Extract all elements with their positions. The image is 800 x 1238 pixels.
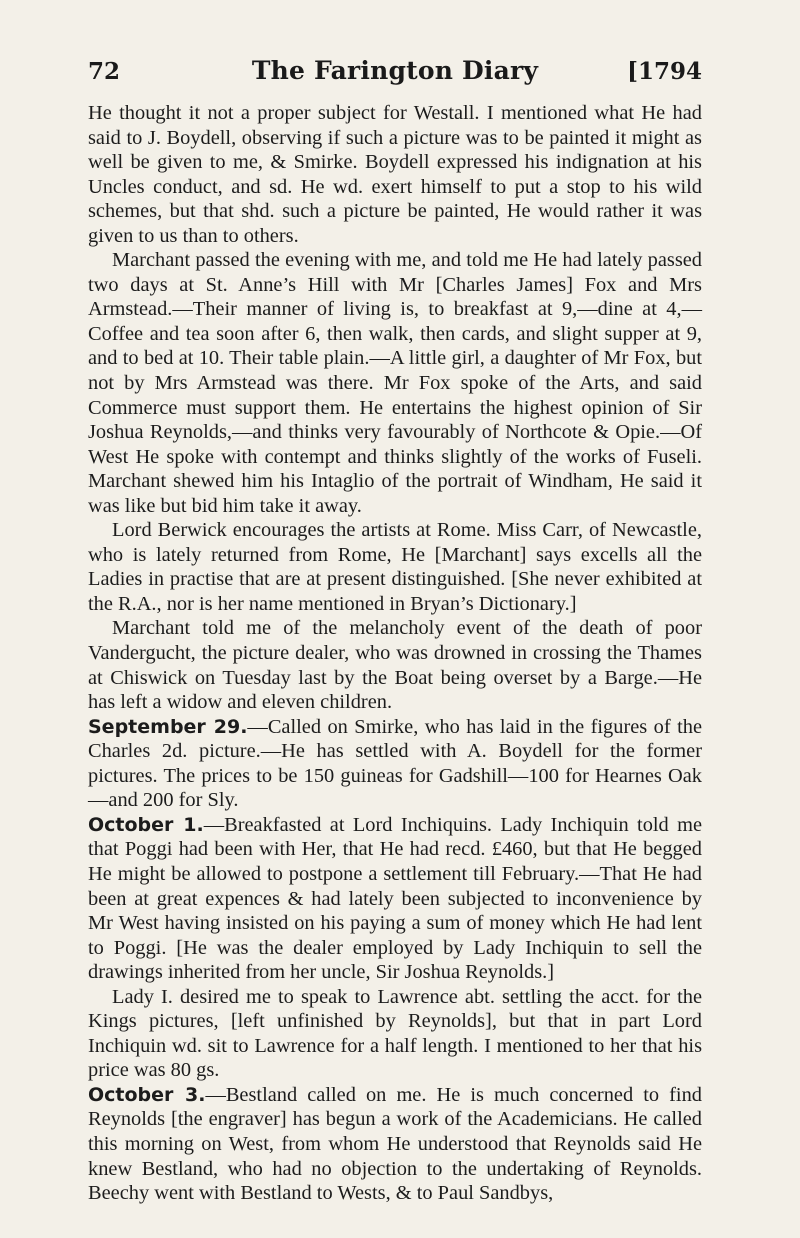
paragraph-continuation [88,101,702,248]
page-number: 72 [88,58,121,85]
entry-text: —Called on Smirke, who has laid in the figures of the Charles 2d. picture.—He has settled with A. Boydell for the former pictures. The prices to be 150 guineas for Gadshill—100 for Hearnes Oak—and 200 for Sly. [88,715,702,812]
header-year: [1794 [627,58,702,85]
entry-date: October 1. [88,813,204,836]
diary-entry-oct-1 [88,813,702,985]
diary-entry-sept-29 [88,715,702,813]
paragraph [88,985,702,1083]
entry-text: —Bestland called on me. He is much concerned to find Reynolds [the engraver] has begun a work of the Academicians. He called this morning on West, from whom He understood that Reynolds said He knew Bestland, who had no objection to the undertaking of Reynolds. Beechy went with Bestland to Wests, & to Paul Sandbys, [88,1083,702,1205]
diary-text [88,101,702,1206]
paragraph [88,616,702,714]
paragraph [88,248,702,518]
entry-date: September 29. [88,715,248,738]
running-header [88,52,702,92]
entry-text: —Breakfasted at Lord Inchiquins. Lady Inchiquin told me that Poggi had been with Her, that He had recd. £460, but that He begged He might be allowed to postpone a settlement till February.—That He had been at great expences & had lately been subjected to inconvenience by Mr West having insisted on his paying a sum of money which He had lent to Poggi. [He was the dealer employed by Lady Inchiquin to sell the drawings inherited from her uncle, Sir Joshua Reynolds.] [88,813,702,984]
paragraph-text: Lord Berwick encourages the artists at Rome. Miss Carr, of Newcastle, who is lately returned from Rome, He [Marchant] says excells all the Ladies in practise that are at present distinguished. [She never exhibited at the R.A., nor is her name mentioned in Bryan’s Dictionary.] [88,519,702,615]
running-title: The Farington Diary [251,56,539,85]
entry-date: October 3. [88,1083,206,1106]
paragraph-text: Marchant told me of the melancholy event of the death of poor Vandergucht, the picture dealer, who was drowned in crossing the Thames at Chiswick on Tuesday last by the Boat being overset by a Barge.—He has left a widow and eleven children. [88,617,702,714]
diary-entry-oct-3 [88,1083,702,1206]
paragraph-text: Marchant passed the evening with me, and told me He had lately passed two days at St. Anne’s Hill with Mr [Charles James] Fox and Mrs Armstead.—Their manner of living is, to breakfast at 9,—dine at 4,—Coffee and tea soon after 6, then walk, then cards, and slight supper at 9, and to bed at 10. Their table plain.—A little girl, a daughter of Mr Fox, but not by Mrs Armstead was there. Mr Fox spoke of the Arts, and said Commerce must support them. He entertains the highest opinion of Sir Joshua Reynolds,—and thinks very favourably of Northcote & Opie.—Of West He spoke with contempt and thinks slightly of the works of Fuseli. Marchant shewed him his Intaglio of the portrait of Windham, He said it was like but bid him take it away. [88,249,702,517]
paragraph-text: Lady I. desired me to speak to Lawrence abt. settling the acct. for the Kings pictures, [left unfinished by Reynolds], but that in part Lord Inchiquin wd. sit to Lawrence for a half length. I mentioned to her that his price was 80 gs. [88,985,702,1082]
paragraph [88,518,702,616]
paragraph-text: He thought it not a proper subject for Westall. I mentioned what He had said to J. Boydell, observing if such a picture was to be painted it might as well be given to me, & Smirke. Boydell expressed his indignation at his Uncles conduct, and sd. He wd. exert himself to put a stop to his wild schemes, but that shd. such a picture be painted, He would rather it was given to us than to others. [88,102,702,247]
